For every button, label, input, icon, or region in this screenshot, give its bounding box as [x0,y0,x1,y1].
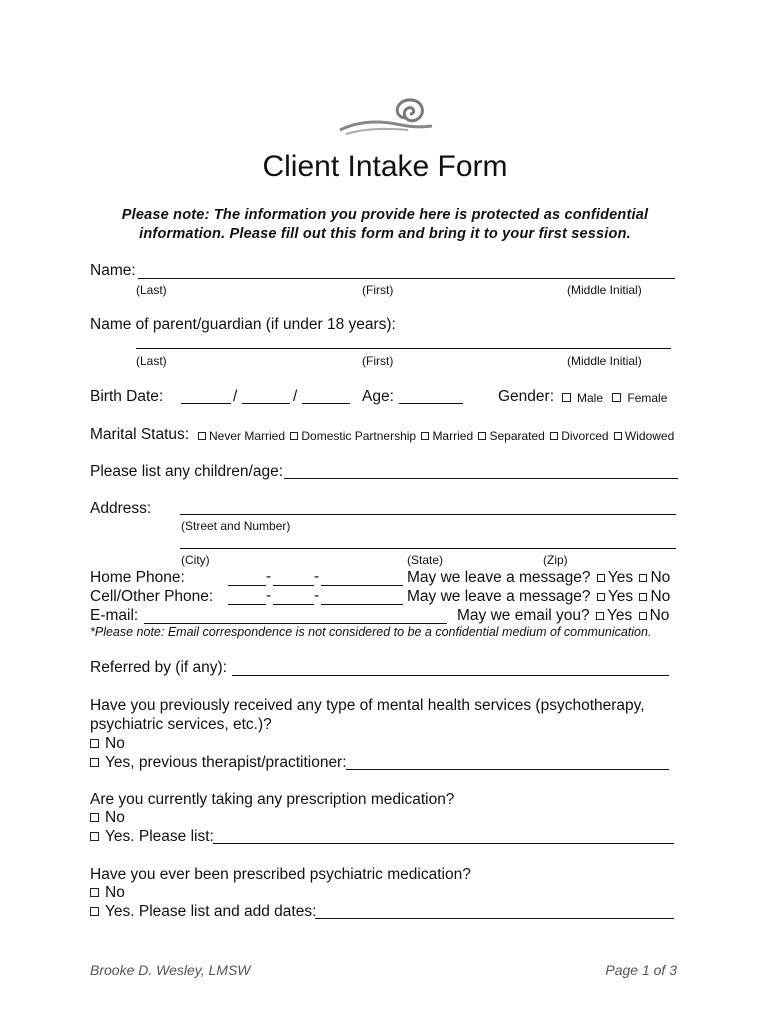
birth-year-field[interactable] [302,403,350,404]
city-caption: (City) [181,553,210,567]
email-yes-label: Yes [606,607,633,624]
confidential-note-line2: information. Please fill out this form and bring it to your first session. [139,226,631,242]
prescription-no-label: No [105,809,125,826]
widowed-label: Widowed [624,429,675,443]
home-message-question [407,569,670,587]
footer-page-number: Page 1 of 3 [605,962,677,978]
cell-message-no-label: No [650,588,671,605]
birth-month-field[interactable] [181,403,231,404]
prescription-no-checkbox[interactable] [90,813,99,822]
domestic-partnership-checkbox[interactable] [290,432,298,440]
street-field[interactable] [180,514,676,515]
cell-phone-area-field[interactable] [228,604,266,605]
home-phone-prefix-field[interactable] [273,585,314,586]
mental-health-no-checkbox[interactable] [90,739,99,748]
mental-health-question-line2: psychiatric services, etc.)? [90,716,272,733]
children-label: Please list any children/age: [90,463,284,480]
guardian-middle-caption: (Middle Initial) [567,354,642,368]
email-no-checkbox[interactable] [639,612,647,620]
widowed-checkbox[interactable] [614,432,622,440]
cell-message-question [407,588,670,606]
cell-message-yes-label: Yes [607,588,634,605]
mental-health-yes-label: Yes, previous therapist/practitioner: [105,754,347,771]
email-question-label: May we email you? [457,607,590,624]
gender-label: Gender: [498,388,555,405]
email-confidentiality-note: *Please note: Email correspondence is not considered to be a confidential medium of communication. [90,625,652,639]
email-no-label: No [649,607,670,624]
birth-date-label: Birth Date: [90,388,164,405]
home-phone-number-field[interactable] [321,585,403,586]
male-label: Male [577,391,604,405]
address-label: Address: [90,500,152,517]
psychiatric-med-no-option [90,884,125,902]
cell-phone-number-field[interactable] [321,604,403,605]
children-field[interactable] [284,478,678,479]
female-checkbox[interactable] [612,393,621,402]
married-label: Married [432,429,474,443]
page-title: Client Intake Form [262,150,508,183]
cell-phone-prefix-field[interactable] [273,604,314,605]
home-message-no-label: No [650,569,671,586]
divorced-label: Divorced [561,429,609,443]
psychiatric-med-yes-option [90,903,316,921]
birth-slash-1: / [233,388,238,405]
psychiatric-med-no-checkbox[interactable] [90,888,99,897]
guardian-field[interactable] [136,348,671,349]
cell-phone-dash-1: - [266,587,272,604]
zip-caption: (Zip) [543,553,568,567]
domestic-partnership-label: Domestic Partnership [301,429,417,443]
home-message-yes-label: Yes [607,569,634,586]
never-married-checkbox[interactable] [198,432,206,440]
prescription-yes-checkbox[interactable] [90,832,99,841]
cell-message-yes-checkbox[interactable] [597,593,605,601]
email-field[interactable] [144,623,447,624]
gender-options [562,391,667,405]
name-field[interactable] [138,278,675,279]
prescription-yes-label: Yes. Please list: [105,828,214,845]
age-field[interactable] [399,403,463,404]
home-message-yes-checkbox[interactable] [597,574,605,582]
home-phone-label: Home Phone: [90,569,185,586]
cell-message-label: May we leave a message? [407,588,591,605]
name-first-caption: (First) [362,283,394,297]
home-phone-dash-1: - [266,568,272,585]
confidential-note-line1: Please note: The information you provide here is protected as confidential [121,207,649,223]
email-yes-checkbox[interactable] [596,612,604,620]
mental-health-yes-checkbox[interactable] [90,758,99,767]
footer-author: Brooke D. Wesley, LMSW [90,962,251,978]
name-middle-caption: (Middle Initial) [567,283,642,297]
home-phone-dash-2: - [314,568,320,585]
psychiatric-med-no-label: No [105,884,125,901]
swirl-logo [336,96,440,140]
name-last-caption: (Last) [136,283,167,297]
cell-phone-label: Cell/Other Phone: [90,588,214,605]
referred-label: Referred by (if any): [90,659,227,676]
never-married-label: Never Married [209,429,286,443]
prescription-question: Are you currently taking any prescription medication? [90,791,455,808]
psychiatric-med-yes-label: Yes. Please list and add dates: [105,903,317,920]
cell-phone-dash-2: - [314,587,320,604]
prescription-yes-option [90,828,214,846]
female-label: Female [627,391,668,405]
marital-options [196,429,674,443]
marital-status-label: Marital Status: [90,426,190,443]
city-state-zip-field[interactable] [180,548,676,549]
mental-health-no-label: No [105,735,125,752]
mental-health-question-line1: Have you previously received any type of mental health services (psychotherapy, [90,697,645,714]
state-caption: (State) [407,553,444,567]
name-label: Name: [90,262,136,279]
psychiatric-med-list-field[interactable] [315,918,674,919]
psychiatric-med-question: Have you ever been prescribed psychiatric medication? [90,866,471,883]
previous-therapist-field[interactable] [346,769,669,770]
birth-day-field[interactable] [242,403,290,404]
separated-checkbox[interactable] [478,432,486,440]
mental-health-yes-option [90,754,347,772]
guardian-label: Name of parent/guardian (if under 18 years): [90,316,396,333]
guardian-last-caption: (Last) [136,354,167,368]
married-checkbox[interactable] [421,432,429,440]
cell-message-no-checkbox[interactable] [639,593,647,601]
psychiatric-med-yes-checkbox[interactable] [90,907,99,916]
email-question [457,607,669,625]
age-label: Age: [362,388,394,405]
guardian-first-caption: (First) [362,354,394,368]
prescription-no-option [90,809,125,827]
prescription-list-field[interactable] [213,843,674,844]
home-message-no-checkbox[interactable] [639,574,647,582]
home-message-label: May we leave a message? [407,569,591,586]
referred-field[interactable] [232,675,669,676]
email-label: E-mail: [90,607,139,624]
separated-label: Separated [489,429,545,443]
mental-health-no-option [90,735,125,753]
street-caption: (Street and Number) [181,519,291,533]
birth-slash-2: / [293,388,298,405]
male-checkbox[interactable] [562,393,571,402]
home-phone-area-field[interactable] [228,585,266,586]
divorced-checkbox[interactable] [550,432,558,440]
